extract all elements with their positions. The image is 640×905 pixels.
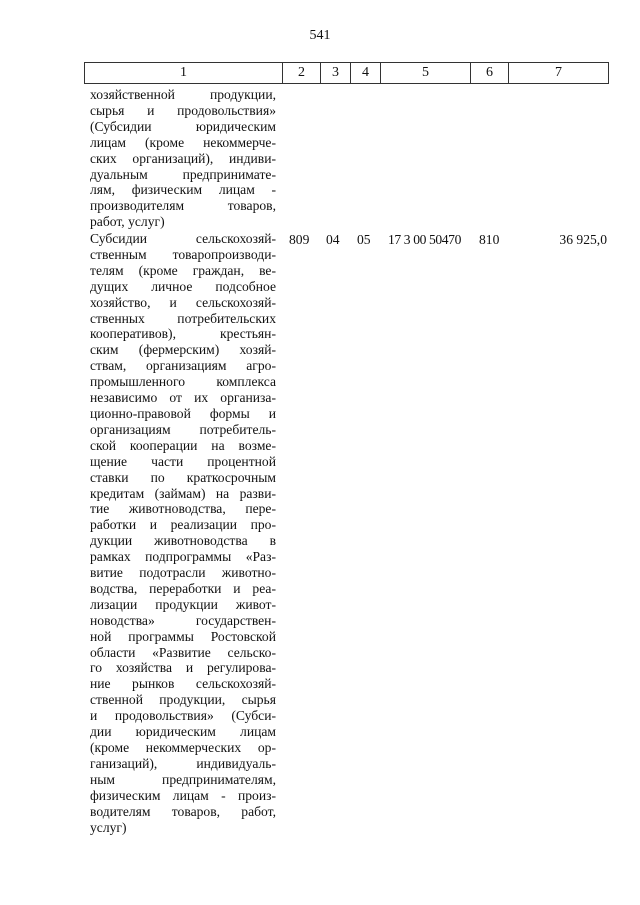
row-2-line: области «Развитие сельско-: [90, 644, 276, 660]
row-2-line: и продовольствия» (Субси-: [90, 708, 276, 724]
row-2-amount: 36 925,0: [559, 232, 607, 247]
row-2-line: независимо от их организа-: [90, 390, 276, 406]
column-header-1: 1: [85, 63, 283, 84]
column-header-6: 6: [471, 63, 509, 84]
row-2-subsection-code: 05: [357, 232, 371, 247]
row-2-line: Субсидии сельскохозяй-: [90, 231, 276, 246]
row-2-line: витие подотрасли животно-: [90, 565, 276, 581]
row-1-line: сырья и продовольствия»: [90, 102, 276, 118]
column-header-2: 2: [283, 63, 321, 84]
column-header-3: 3: [321, 63, 351, 84]
row-2-line: лизации продукции живот-: [90, 596, 276, 612]
row-2-line: ственным товаропроизводи-: [90, 246, 276, 262]
row-2-line: ганизаций), индивидуаль-: [90, 755, 276, 771]
row-1-line: ских организаций), индиви-: [90, 150, 276, 166]
column-header-5: 5: [381, 63, 471, 84]
row-1-line: производителям товаров,: [90, 198, 276, 214]
row-2-line: ние рынков сельскохозяй-: [90, 676, 276, 692]
row-2-line: ставки по краткосрочным: [90, 469, 276, 485]
row-2-ministry-code: 809: [289, 232, 310, 247]
row-2-line: организациям потребитель-: [90, 421, 276, 437]
row-2-line: щение части процентной: [90, 453, 276, 469]
row-1-line: лям, физическим лицам -: [90, 182, 276, 198]
row-2-section-code: 04: [326, 232, 340, 247]
column-header-4: 4: [351, 63, 381, 84]
row-2-line: кооперативов), крестьян-: [90, 326, 276, 342]
row-2-line: ственных потребительских: [90, 310, 276, 326]
row-2-line: телям (кроме граждан, ве-: [90, 262, 276, 278]
row-2-line: кредитам (займам) на разви-: [90, 485, 276, 501]
row-2-line: услуг): [90, 819, 127, 835]
row-2-line: дии юридическим лицам: [90, 724, 276, 740]
row-2-line: ским (фермерским) хозяй-: [90, 342, 276, 358]
row-2-expense-type-code: 810: [479, 232, 500, 247]
row-2-line: ной программы Ростовской: [90, 628, 276, 644]
column-header-7: 7: [509, 63, 609, 84]
row-2-line: дущих личное подсобное: [90, 278, 276, 294]
row-1-description: [90, 87, 276, 230]
row-2-line: промышленного комплекса: [90, 374, 276, 390]
row-2-line: го хозяйства и регулирова-: [90, 660, 276, 676]
column-header-table: [84, 62, 609, 84]
column-header-row: [85, 63, 609, 84]
row-2-line: ственной продукции, сырья: [90, 692, 276, 708]
row-2-line: хозяйство, и сельскохозяй-: [90, 294, 276, 310]
row-1-line: дуальным предпринимате-: [90, 166, 276, 182]
row-2-line: физическим лицам - произ-: [90, 787, 276, 803]
row-2-line: водства, переработки и реа-: [90, 580, 276, 596]
row-1-line: (Субсидии юридическим: [90, 118, 276, 134]
row-2-description: [90, 231, 276, 835]
row-2-line: дукции животноводства в: [90, 533, 276, 549]
row-2-line: ствам, организациям агро-: [90, 358, 276, 374]
row-2-line: водителям товаров, работ,: [90, 803, 276, 819]
row-2-line: (кроме некоммерческих ор-: [90, 740, 276, 755]
row-2-line: тие животноводства, пере-: [90, 501, 276, 517]
row-2-line: рамках подпрограммы «Раз-: [90, 549, 276, 565]
row-1-line: работ, услуг): [90, 214, 165, 230]
row-2-line: работки и реализации про-: [90, 517, 276, 533]
row-2-line: ционно-правовой формы и: [90, 405, 276, 421]
row-2-line: новодства» государствен-: [90, 612, 276, 628]
row-2-line: ным предпринимателям,: [90, 771, 276, 787]
row-1-line: хозяйственной продукции,: [90, 87, 276, 102]
row-2-target-article-code: 17 3 00 50470: [388, 232, 461, 247]
row-2-line: ской кооперации на возме-: [90, 437, 276, 453]
row-1-line: лицам (кроме некоммерче-: [90, 134, 276, 150]
page-number: 541: [309, 28, 331, 43]
